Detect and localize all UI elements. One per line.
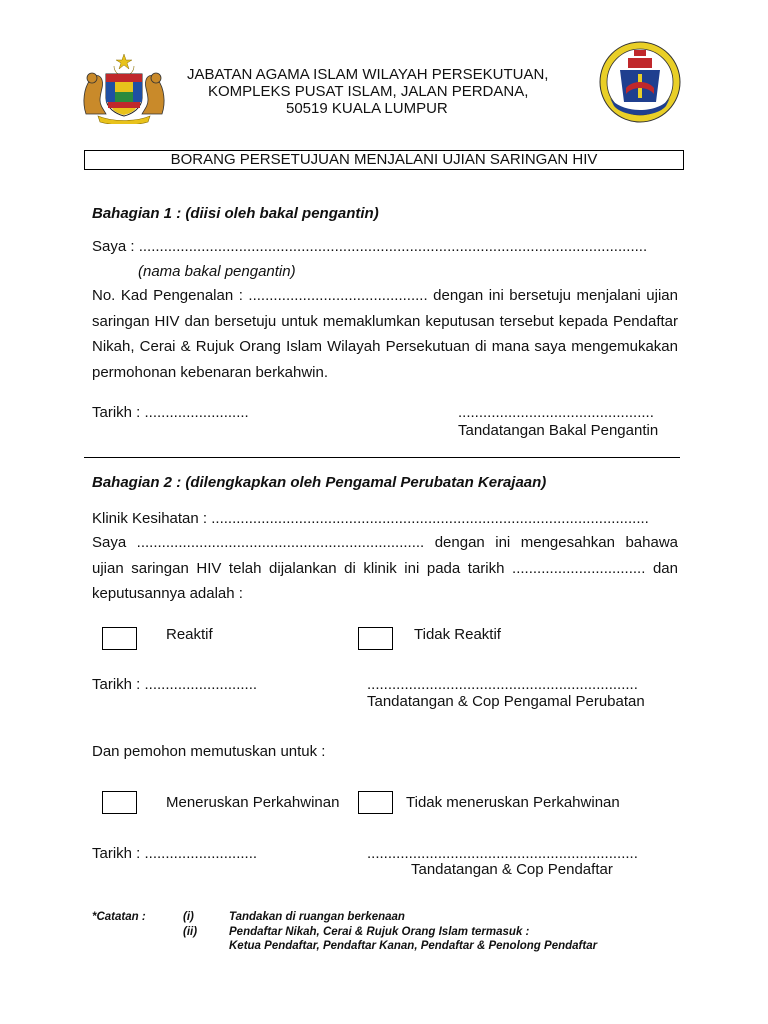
notes-label: *Catatan : [92, 911, 146, 923]
malaysia-coat-of-arms-icon [78, 52, 170, 124]
reaktif-checkbox[interactable] [102, 627, 137, 650]
reaktif-label: Reaktif [166, 626, 213, 643]
part2-date-field-2[interactable]: Tarikh : ........................... [92, 845, 258, 862]
part1-heading: Bahagian 1 : (diisi oleh bakal pengantin) [92, 205, 379, 222]
registrar-signature-line[interactable]: ................................................................. [367, 845, 638, 862]
part1-date-field[interactable]: Tarikh : ......................... [92, 404, 249, 421]
part1-signature-label: Tandatangan Bakal Pengantin [458, 422, 659, 439]
jawi-emblem-icon [598, 40, 682, 124]
tidak-reaktif-label: Tidak Reaktif [414, 626, 501, 643]
part2-paragraph: Saya ..................................................................... dengan ini mengesahkan bahawa ujian saringan HIV telah dijalankan di klinik ini pada tarikh ................................ dan keputusannya adalah : [92, 534, 678, 602]
part1-name-hint: (nama bakal pengantin) [138, 263, 296, 280]
header-line-3: 50519 KUALA LUMPUR [286, 100, 448, 117]
doctor-signature-label: Tandatangan & Cop Pengamal Perubatan [367, 693, 645, 710]
part1-paragraph: No. Kad Pengenalan : ........................................... dengan ini bersetuju menjalani ujian saringan HIV dan bersetuju untuk memaklumkan keputusan tersebut kepada Pendaftar Nikah, Cerai & Rujuk Orang Islam Wilayah Persekutuan di mana saya mengemukakan permohonan kebenaran berkahwin. [92, 287, 678, 381]
header-line-1: JABATAN AGAMA ISLAM WILAYAH PERSEKUTUAN, [187, 66, 549, 83]
note-2-text-line-2: Ketua Pendaftar, Pendaftar Kanan, Pendaftar & Penolong Pendaftar [229, 940, 598, 952]
part2-date-field-1[interactable]: Tarikh : ........................... [92, 676, 258, 693]
note-1-number: (i) [183, 911, 194, 923]
continue-marriage-checkbox[interactable] [102, 791, 137, 814]
note-2-number: (ii) [183, 926, 198, 938]
continue-marriage-label: Meneruskan Perkahwinan [166, 794, 340, 811]
note-2-text-line-1: Pendaftar Nikah, Cerai & Rujuk Orang Islam termasuk : [229, 926, 530, 938]
decision-label: Dan pemohon memutuskan untuk : [92, 743, 326, 760]
doctor-signature-line[interactable]: ................................................................. [367, 676, 638, 693]
note-1-text: Tandakan di ruangan berkenaan [229, 911, 405, 923]
part1-name-field[interactable]: Saya : .......................................................................................................................... [92, 238, 648, 255]
part1-signature-line[interactable]: ............................................... [458, 404, 654, 421]
part2-heading: Bahagian 2 : (dilengkapkan oleh Pengamal Perubatan Kerajaan) [92, 474, 547, 491]
clinic-field[interactable]: Klinik Kesihatan : ......................................................................................................... [92, 510, 649, 527]
tidak-reaktif-checkbox[interactable] [358, 627, 393, 650]
form-title: BORANG PERSETUJUAN MENJALANI UJIAN SARINGAN HIV [84, 150, 684, 170]
registrar-signature-label: Tandatangan & Cop Pendaftar [411, 861, 613, 878]
discontinue-marriage-checkbox[interactable] [358, 791, 393, 814]
discontinue-marriage-label: Tidak meneruskan Perkahwinan [406, 794, 620, 811]
section-divider [84, 457, 680, 458]
header-line-2: KOMPLEKS PUSAT ISLAM, JALAN PERDANA, [208, 83, 529, 100]
